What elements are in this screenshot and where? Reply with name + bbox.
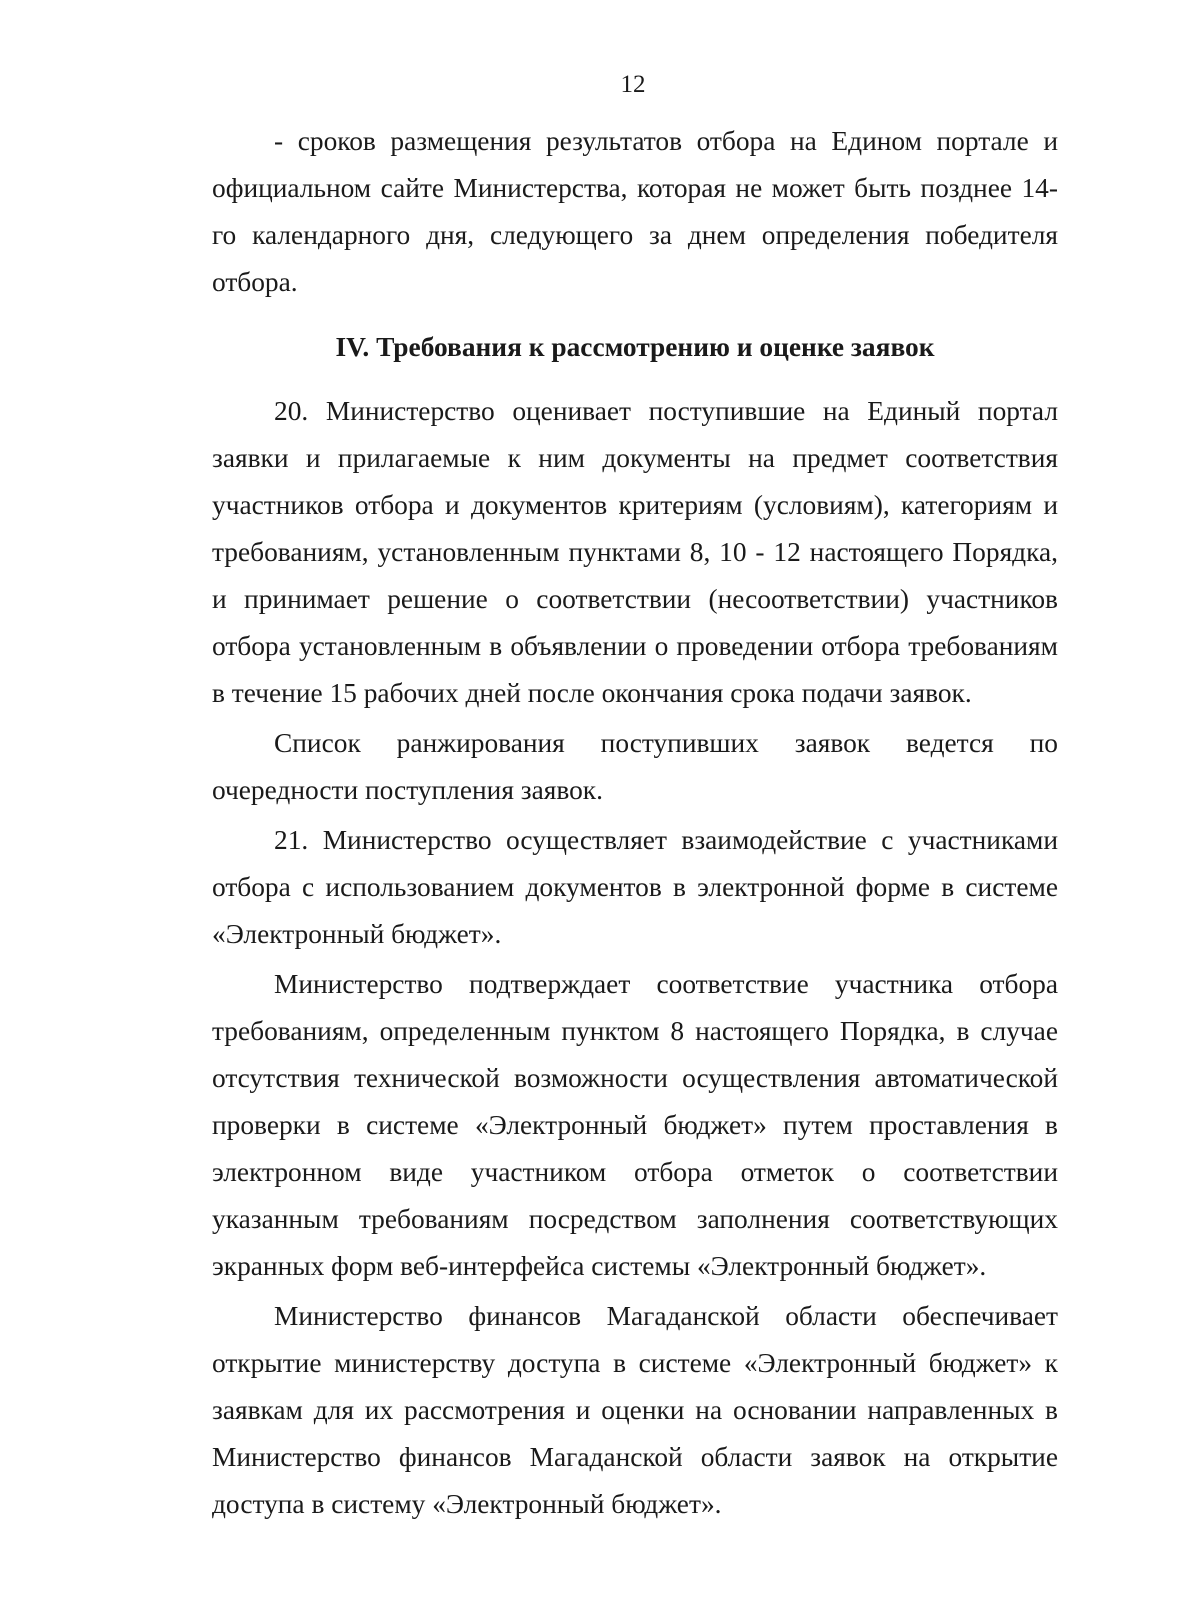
paragraph-ministry-of-finance: Министерство финансов Магаданской области обеспечивает открытие министерству доступа в системе «Электронный бюджет» к заявкам для их рассмотрения и оценки на основании направленных в Министерство финансов Магаданской области заявок на открытие доступа в систему «Электронный бюджет». — [212, 1301, 1058, 1519]
paragraph-21: 21. Министерство осуществляет взаимодействие с участниками отбора с использованием документов в электронной форме в системе «Электронный бюджет». — [212, 825, 1058, 949]
paragraph-ministry-confirms: Министерство подтверждает соответствие участника отбора требованиям, определенным пунктом 8 настоящего Порядка, в случае отсутствия технической возможности осуществления автоматической проверки в системе «Электронный бюджет» путем проставления в электронном виде участником отбора отметок о соответствии указанным требованиям посредством заполнения соответствующих экранных форм веб-интерфейса системы «Электронный бюджет». — [212, 969, 1058, 1281]
page-number: 12 — [620, 71, 646, 98]
paragraph-publication-deadline: - сроков размещения результатов отбора на Едином портале и официальном сайте Министерства, которая не может быть позднее 14-го календарного дня, следующего за днем определения победителя отбора. — [212, 126, 1058, 297]
paragraph-20: 20. Министерство оценивает поступившие на Единый портал заявки и прилагаемые к ним документы на предмет соответствия участников отбора и документов критериям (условиям), категориям и требованиям, установленным пунктами 8, 10 - 12 настоящего Порядка, и принимает решение о соответствии (несоответствии) участников отбора установленным в объявлении о проведении отбора требованиям в течение 15 рабочих дней после окончания срока подачи заявок. — [212, 396, 1058, 708]
paragraph-ranking-list: Список ранжирования поступивших заявок ведется по очередности поступления заявок. — [212, 728, 1058, 805]
section-heading-iv: IV. Требования к рассмотрению и оценке заявок — [335, 332, 935, 362]
document-body — [212, 118, 1058, 1528]
